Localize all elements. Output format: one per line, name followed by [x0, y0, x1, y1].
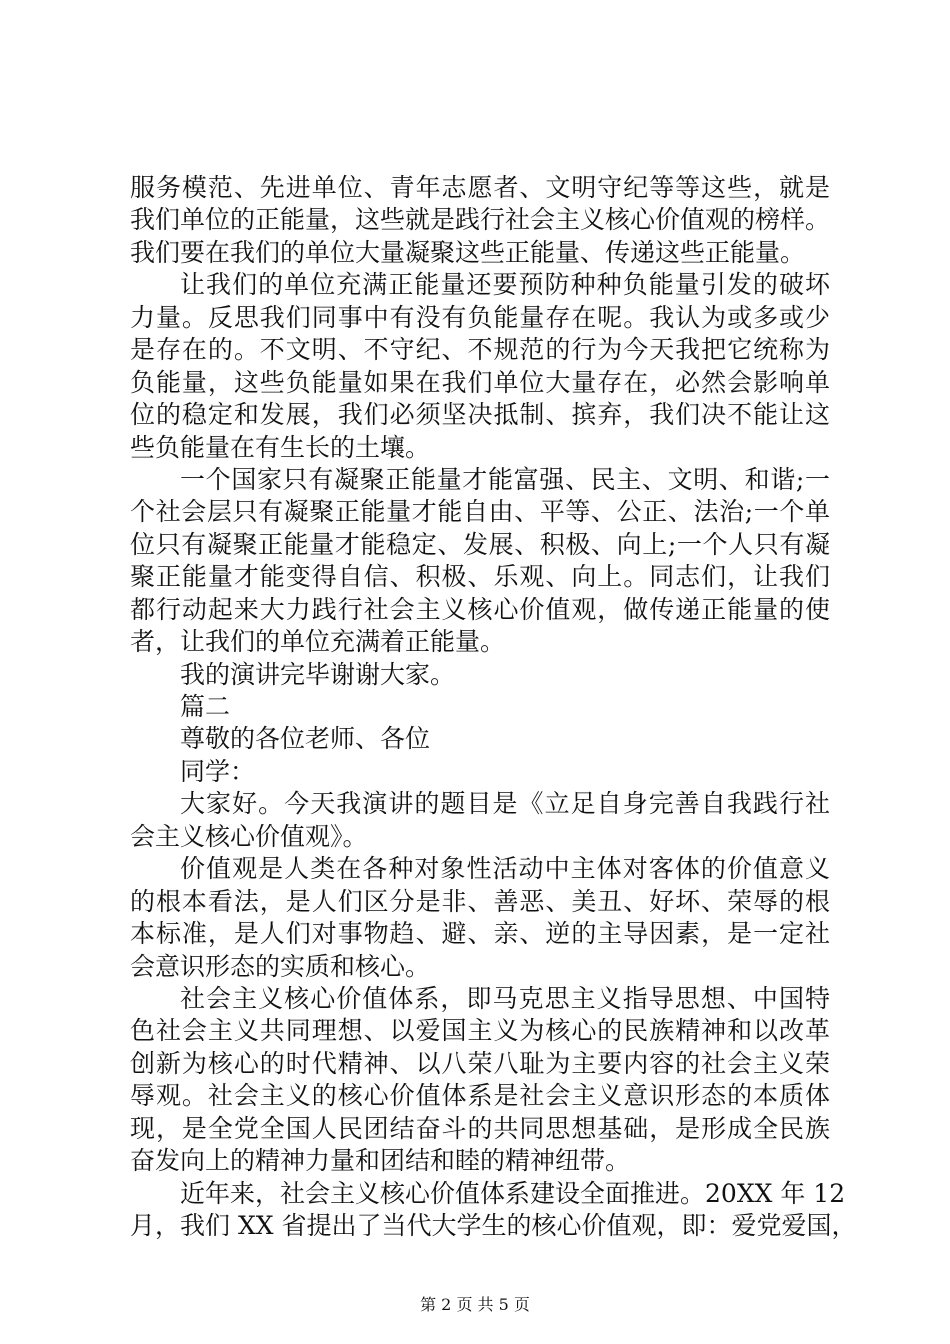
text-line: 一个国家只有凝聚正能量才能富强、民主、文明、和谐;一 — [180, 464, 830, 494]
text-line: 月，我们 XX 省提出了当代大学生的核心价值观，即：爱党爱国， — [130, 1211, 857, 1240]
text-line: 辱观。社会主义的核心价值体系是社会主义意识形态的本质体 — [130, 1081, 830, 1111]
page-footer: 第 2 页 共 5 页 — [420, 1295, 530, 1314]
text-line: 力量。反思我们同事中有没有负能量存在呢。我认为或多或少 — [130, 302, 830, 332]
text-line: 近年来，社会主义核心价值体系建设全面推进。20XX 年 12 — [180, 1178, 846, 1208]
text-line: 色社会主义共同理想、以爱国主义为核心的民族精神和以改革 — [130, 1016, 830, 1046]
text-line: 创新为核心的时代精神、以八荣八耻为主要内容的社会主义荣 — [130, 1048, 830, 1078]
text-line: 我的演讲完毕谢谢大家。 — [180, 659, 456, 689]
text-line: 同学： — [180, 756, 256, 786]
text-line: 会意识形态的实质和核心。 — [130, 951, 431, 981]
document-body — [130, 172, 857, 1242]
text-line: 会主义核心价值观》。 — [130, 821, 368, 851]
text-line: 大家好。今天我演讲的题目是《立足自身完善自我践行社 — [180, 789, 830, 819]
text-line: 些负能量在有生长的土壤。 — [130, 432, 431, 462]
text-line: 服务模范、先进单位、青年志愿者、文明守纪等等这些，就是 — [130, 173, 830, 202]
text-line: 我们要在我们的单位大量凝聚这些正能量、传递这些正能量。 — [130, 237, 806, 267]
text-line: 价值观是人类在各种对象性活动中主体对客体的价值意义 — [180, 854, 830, 884]
text-line: 位只有凝聚正能量才能稳定、发展、积极、向上;一个人只有凝 — [130, 529, 830, 559]
text-line: 者，让我们的单位充满着正能量。 — [130, 627, 506, 657]
text-line: 我们单位的正能量，这些就是践行社会主义核心价值观的榜样。 — [130, 205, 831, 235]
text-line: 社会主义核心价值体系，即马克思主义指导思想、中国特 — [180, 983, 830, 1013]
text-line: 本标准，是人们对事物趋、避、亲、逆的主导因素，是一定社 — [130, 919, 830, 949]
text-line: 篇二 — [180, 692, 231, 721]
text-line: 奋发向上的精神力量和团结和睦的精神纽带。 — [130, 1146, 631, 1176]
text-line: 让我们的单位充满正能量还要预防种种负能量引发的破坏 — [180, 270, 830, 300]
text-line: 个社会层只有凝聚正能量才能自由、平等、公正、法治;一个单 — [130, 497, 830, 527]
text-line: 现，是全党全国人民团结奋斗的共同思想基础，是形成全民族 — [130, 1113, 830, 1143]
text-line: 位的稳定和发展，我们必须坚决抵制、摈弃，我们决不能让这 — [130, 400, 830, 430]
text-line: 聚正能量才能变得自信、积极、乐观、向上。同志们，让我们 — [130, 562, 830, 592]
text-line: 尊敬的各位老师、各位 — [180, 724, 431, 754]
text-line: 都行动起来大力践行社会主义核心价值观，做传递正能量的使 — [130, 594, 830, 624]
text-line: 是存在的。不文明、不守纪、不规范的行为今天我把它统称为 — [130, 335, 830, 365]
text-line: 负能量，这些负能量如果在我们单位大量存在，必然会影响单 — [130, 367, 830, 397]
text-line: 的根本看法，是人们区分是非、善恶、美丑、好坏、荣辱的根 — [130, 886, 830, 916]
